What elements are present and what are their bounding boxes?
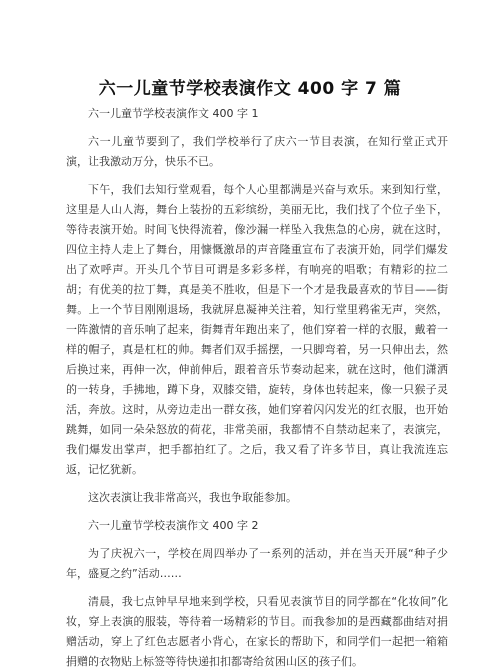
paragraph: 清晨，我七点钟早早地来到学校，只看见表演节目的同学都在“化妆间”化妆，穿上表演的服装，等待着一场精彩的节目。而我参加的是西藏都曲结对捐赠活动，穿上了红色志愿者小背心，在家长的帮助下，和同学们一起把一箱箱捐赠的衣物贴上标签等待快递扣扣都寄给贫困山区的孩子们。 <box>66 595 448 668</box>
paragraph: 为了庆祝六一，学校在周四举办了一系列的活动，并在当天开展“种子少年，盛夏之约”活动…… <box>66 547 448 580</box>
section-heading-1: 六一儿童节学校表演作文 400 字 1 <box>88 107 259 120</box>
paragraph: 六一儿童节要到了，我们学校举行了庆六一节目表演，在知行堂正式开演，让我激动万分，快乐不已。 <box>66 135 448 168</box>
paragraph: 下午，我们去知行堂观看，每个人心里都满是兴奋与欢乐。来到知行堂，这里是人山人海，舞台上装扮的五彩缤纷，美丽无比，我们找了个位子坐下，等待表演开始。时间飞快得流着，像沙漏一样坠入我焦急的心房，就在这时，四位主持人走上了舞台，用慷慨激昂的声音隆重宣布了表演开始，同学们爆发出了欢呼声。开头几个节目可谓是多彩多样，有响亮的唱歌；有精彩的拉二胡；有优美的拉丁舞，真是美不胜收，但是下一个才是我最喜欢的节目——街舞。上一个节目刚刚退场，我就屏息凝神关注着，知行堂里鸦雀无声，突然，一阵激情的音乐响了起来，街舞青年跑出来了，他们穿着一样的衣服，戴着一样的帽子，真是杠杠的帅。舞者们双手摇摆，一只脚弯着，另一只伸出去，然后换过来，再伸一次，伸前伸后，跟着音乐节奏动起来，就在这时，他们潇洒的一转身，手拂地，蹲下身，双膝交错，旋转，身体也转起来，像一只猴子灵活，奔放。这时，从旁边走出一群女孩，她们穿着闪闪发光的红衣服，也开始跳舞，如同一朵朵怒放的荷花，非常美丽，我都情不自禁动起来了，表演完，我们爆发出掌声，把手都拍红了。之后，我又看了许多节目，真让我流连忘返，记忆犹新。 <box>66 183 448 476</box>
document-title: 六一儿童节学校表演作文 400 字 7 篇 <box>98 79 402 99</box>
document-body <box>66 104 448 672</box>
paragraph: 这次表演让我非常高兴，我也争取能参加。 <box>88 491 297 504</box>
section-heading-2: 六一儿童节学校表演作文 400 字 2 <box>88 519 259 532</box>
